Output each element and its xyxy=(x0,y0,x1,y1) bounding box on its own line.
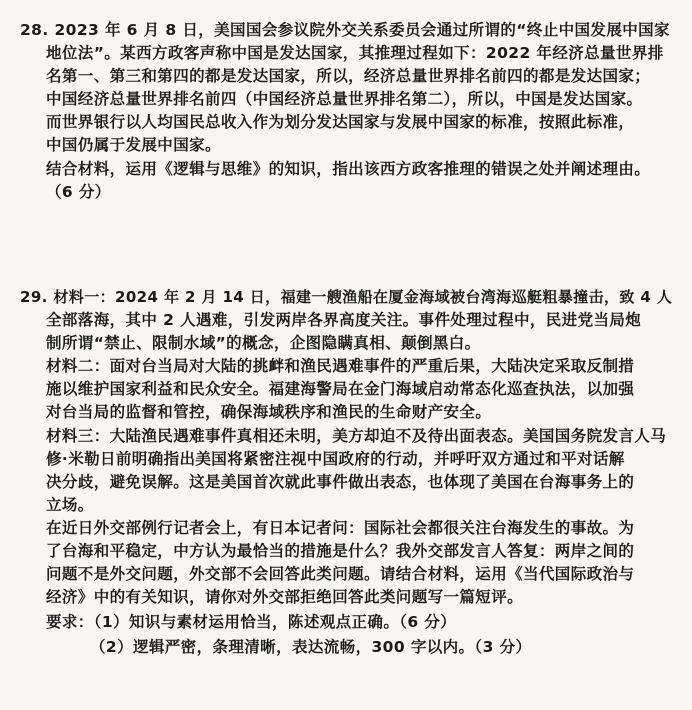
q29-line-7: 材料三：大陆渔民遇难事件真相还未明，美方却迫不及待出面表态。美国国务院发言人马 xyxy=(46,427,667,445)
q29-line-13: 问题不是外交问题，外交部不会回答此类问题。请结合材料，运用《当代国际政治与 xyxy=(46,565,635,583)
q28-line-2: 地位法”。某西方政客声称中国是发达国家，其推理过程如下：2022 年经济总量世界排 xyxy=(46,44,664,62)
q29-line-10: 立场。 xyxy=(46,496,94,514)
q29-line-5: 施以维护国家利益和民众安全。福建海警局在金门海域启动常态化巡查执法，以加强 xyxy=(46,380,635,398)
q29-line-1: 29. 材料一：2024 年 2 月 14 日，福建一艘渔船在厦金海域被台湾海巡艇粗暴撞击，致 4 人 xyxy=(20,288,673,306)
q28-line-5: 而世界银行以人均国民总收入作为划分发达国家与发展中国家的标准，按照此标准， xyxy=(46,113,635,131)
q29-line-3: 制所谓“禁止、限制水域”的概念，企图隐瞒真相、颠倒黑白。 xyxy=(46,334,481,352)
q29-line-6: 对台当局的监督和管控，确保海域秩序和渔民的生命财产安全。 xyxy=(46,403,492,421)
q29-line-11: 在近日外交部例行记者会上，有日本记者问：国际社会都很关注台海发生的事故。为 xyxy=(46,519,635,537)
q29-line-4: 材料二：面对台当局对大陆的挑衅和渔民遇难事件的严重后果，大陆决定采取反制措 xyxy=(46,357,635,375)
q29-line-2: 全部落海，其中 2 人遇难，引发两岸各界高度关注。事件处理过程中，民进党当局炮 xyxy=(46,311,642,329)
q28-line-4: 中国经济总量世界排名前四（中国经济总量世界排名第二），所以，中国是发达国家。 xyxy=(46,90,643,108)
q29-line-9: 决分歧，避免误解。这是美国首次就此事件做出表态，也体现了美国在台海事务上的 xyxy=(46,473,635,491)
q28-line-8: （6 分） xyxy=(46,183,111,201)
q28-line-6: 中国仍属于发展中国家。 xyxy=(46,136,221,154)
q29-requirement-1: 要求：（1）知识与素材运用恰当，陈述观点正确。（6 分） xyxy=(46,613,457,631)
q28-line-1: 28. 2023 年 6 月 8 日，美国国会参议院外交关系委员会通过所谓的“终止中国发展中国家 xyxy=(20,21,670,39)
q29-line-12: 了台海和平稳定，中方认为最恰当的措施是什么？我外交部发言人答复：两岸之间的 xyxy=(46,542,635,560)
q29-line-14: 经济》中的有关知识，请你对外交部拒绝回答此类问题写一篇短评。 xyxy=(46,588,524,606)
q28-line-3: 名第一、第三和第四的都是发达国家，所以，经济总量世界排名前四的都是发达国家； xyxy=(46,67,651,85)
q29-line-8: 修·米勒日前明确指出美国将紧密注视中国政府的行动，并呼吁双方通过和平对话解 xyxy=(46,450,625,468)
q29-requirement-2: （2）逻辑严密，条理清晰，表达流畅，300 字以内。（3 分） xyxy=(90,638,532,656)
q28-line-7: 结合材料，运用《逻辑与思维》的知识，指出该西方政客推理的错误之处并阐述理由。 xyxy=(46,160,651,178)
